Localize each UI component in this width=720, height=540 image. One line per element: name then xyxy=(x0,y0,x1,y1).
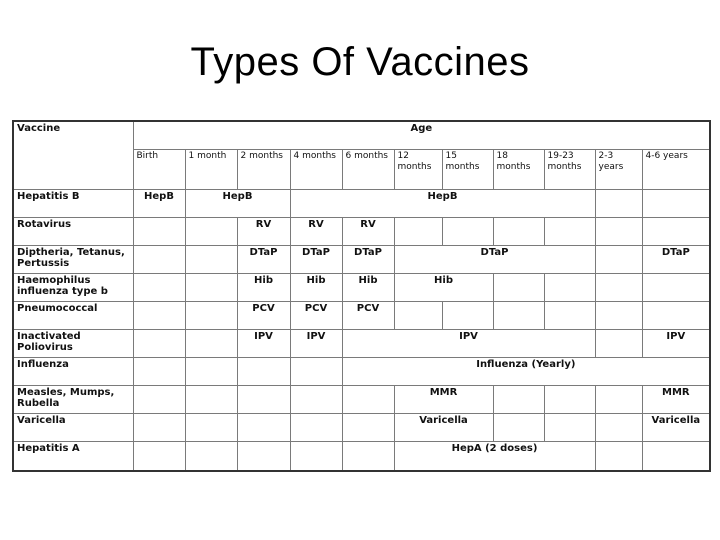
dose-cell: DTaP xyxy=(394,245,595,273)
dose-cell: IPV xyxy=(237,329,290,357)
dose-cell: DTaP xyxy=(290,245,342,273)
table-row xyxy=(13,189,710,217)
dose-cell: Influenza (Yearly) xyxy=(342,357,710,385)
table-row xyxy=(13,245,710,273)
dose-cell: IPV xyxy=(342,329,595,357)
table-row xyxy=(13,413,710,441)
vaccine-name: Pneumococcal xyxy=(13,301,133,329)
age-header: Age xyxy=(133,121,710,149)
age-19-23-months: 19-23 months xyxy=(544,149,595,189)
table-row xyxy=(13,217,710,245)
vaccine-name: Measles, Mumps, Rubella xyxy=(13,385,133,413)
dose-cell: PCV xyxy=(342,301,394,329)
dose-cell: DTaP xyxy=(237,245,290,273)
dose-cell: Hib xyxy=(290,273,342,301)
age-4-6-years: 4-6 years xyxy=(642,149,710,189)
age-4-months: 4 months xyxy=(290,149,342,189)
table-row xyxy=(13,441,710,471)
table-row xyxy=(13,385,710,413)
header-row-1 xyxy=(13,121,710,149)
table-row xyxy=(13,357,710,385)
age-12-months: 12 months xyxy=(394,149,442,189)
table-row xyxy=(13,301,710,329)
dose-cell: RV xyxy=(290,217,342,245)
dose-cell: IPV xyxy=(290,329,342,357)
dose-cell: HepB xyxy=(185,189,290,217)
dose-cell: PCV xyxy=(290,301,342,329)
vaccine-header: Vaccine xyxy=(13,121,133,189)
vaccine-name: Inactivated Poliovirus xyxy=(13,329,133,357)
vaccine-name: Rotavirus xyxy=(13,217,133,245)
dose-cell: Hib xyxy=(342,273,394,301)
dose-cell: Varicella xyxy=(642,413,710,441)
age-1-month: 1 month xyxy=(185,149,237,189)
dose-cell: RV xyxy=(342,217,394,245)
dose-cell: IPV xyxy=(642,329,710,357)
vaccine-name: Influenza xyxy=(13,357,133,385)
dose-cell: MMR xyxy=(394,385,493,413)
dose-cell: RV xyxy=(237,217,290,245)
dose-cell: Hib xyxy=(237,273,290,301)
age-2-3-years: 2-3 years xyxy=(595,149,642,189)
dose-cell: DTaP xyxy=(342,245,394,273)
dose-cell: HepB xyxy=(290,189,595,217)
dose-cell: Hib xyxy=(394,273,493,301)
dose-cell: HepB xyxy=(133,189,185,217)
dose-cell: MMR xyxy=(642,385,710,413)
table-row xyxy=(13,329,710,357)
dose-cell: HepA (2 doses) xyxy=(394,441,595,471)
age-18-months: 18 months xyxy=(493,149,544,189)
slide-title: Types Of Vaccines xyxy=(190,40,530,84)
age-birth: Birth xyxy=(133,149,185,189)
vaccine-schedule-table xyxy=(12,120,711,472)
table-row xyxy=(13,273,710,301)
vaccine-name: Diptheria, Tetanus, Pertussis xyxy=(13,245,133,273)
dose-cell: DTaP xyxy=(642,245,710,273)
vaccine-name: Haemophilus influenza type b xyxy=(13,273,133,301)
vaccine-name: Hepatitis A xyxy=(13,441,133,471)
dose-cell: PCV xyxy=(237,301,290,329)
vaccine-name: Varicella xyxy=(13,413,133,441)
dose-cell: Varicella xyxy=(394,413,493,441)
age-6-months: 6 months xyxy=(342,149,394,189)
age-15-months: 15 months xyxy=(442,149,493,189)
vaccine-name: Hepatitis B xyxy=(13,189,133,217)
age-2-months: 2 months xyxy=(237,149,290,189)
